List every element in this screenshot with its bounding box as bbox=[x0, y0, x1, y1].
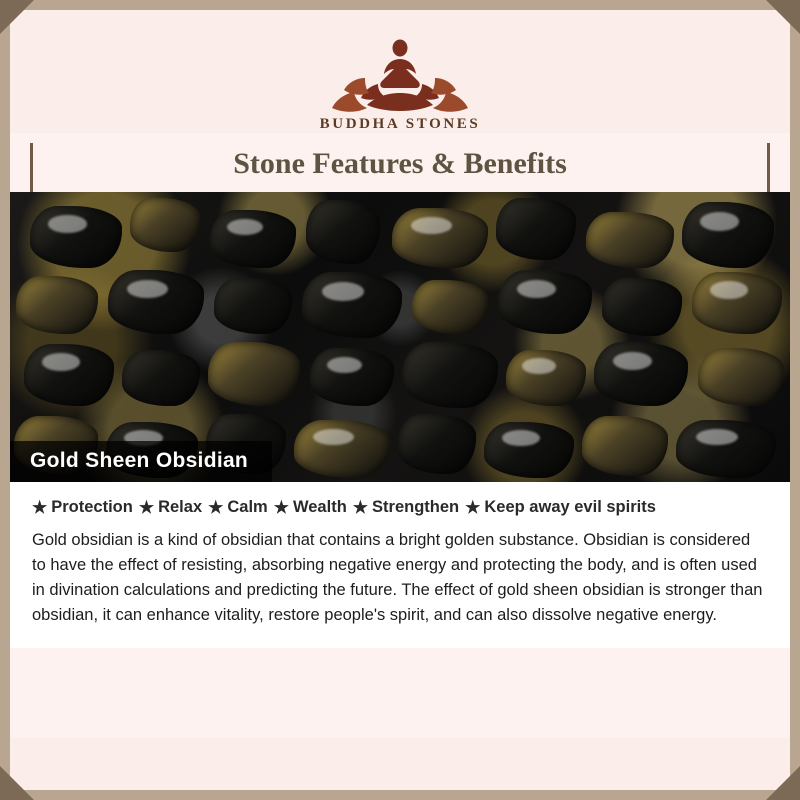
page-title: Stone Features & Benefits bbox=[233, 147, 567, 180]
star-icon: ★ bbox=[208, 497, 224, 517]
lotus-meditation-icon bbox=[310, 26, 490, 122]
frame-corner-top-right bbox=[766, 0, 800, 34]
star-icon: ★ bbox=[352, 497, 369, 517]
star-icon: ★ bbox=[273, 497, 289, 517]
benefit-item bbox=[274, 498, 353, 518]
bottom-strip bbox=[10, 738, 790, 790]
frame-corner-top-left bbox=[0, 0, 34, 34]
frame-corner-bottom-left bbox=[0, 766, 34, 800]
star-icon: ★ bbox=[32, 497, 48, 517]
benefit-label: Protection bbox=[51, 498, 133, 516]
benefit-label: Strengthen bbox=[372, 498, 460, 516]
frame-corner-bottom-right bbox=[766, 766, 800, 800]
header bbox=[10, 10, 790, 133]
star-icon: ★ bbox=[465, 497, 481, 517]
benefit-item bbox=[32, 498, 139, 518]
benefit-label: Relax bbox=[158, 498, 203, 516]
poster-inner bbox=[10, 10, 790, 790]
benefit-label: Keep away evil spirits bbox=[484, 498, 656, 516]
description-text: Gold obsidian is a kind of obsidian that contains a bright golden substance. Obsidian is considered to have the effect of resisting, absorbing negative energy and protecting the body, and is often used in divination calculations and predicting the future. The effect of gold sheen obsidian is stronger than obsidian, it can enhance vitality, restore people's spirit, and can also dissolve negative energy. bbox=[32, 530, 763, 624]
star-icon: ★ bbox=[138, 497, 155, 517]
photo-caption: Gold Sheen Obsidian bbox=[10, 441, 272, 482]
benefit-item bbox=[139, 498, 208, 518]
benefit-item bbox=[465, 498, 662, 518]
content-section bbox=[10, 482, 790, 648]
product-photo bbox=[10, 192, 790, 482]
benefit-label: Wealth bbox=[292, 498, 347, 516]
benefit-label: Calm bbox=[227, 498, 268, 516]
brand-name: BUDDHA STONES bbox=[319, 116, 481, 132]
benefits-list bbox=[32, 498, 768, 518]
benefit-item bbox=[208, 498, 274, 518]
title-band bbox=[30, 143, 770, 192]
benefit-item bbox=[353, 498, 465, 518]
